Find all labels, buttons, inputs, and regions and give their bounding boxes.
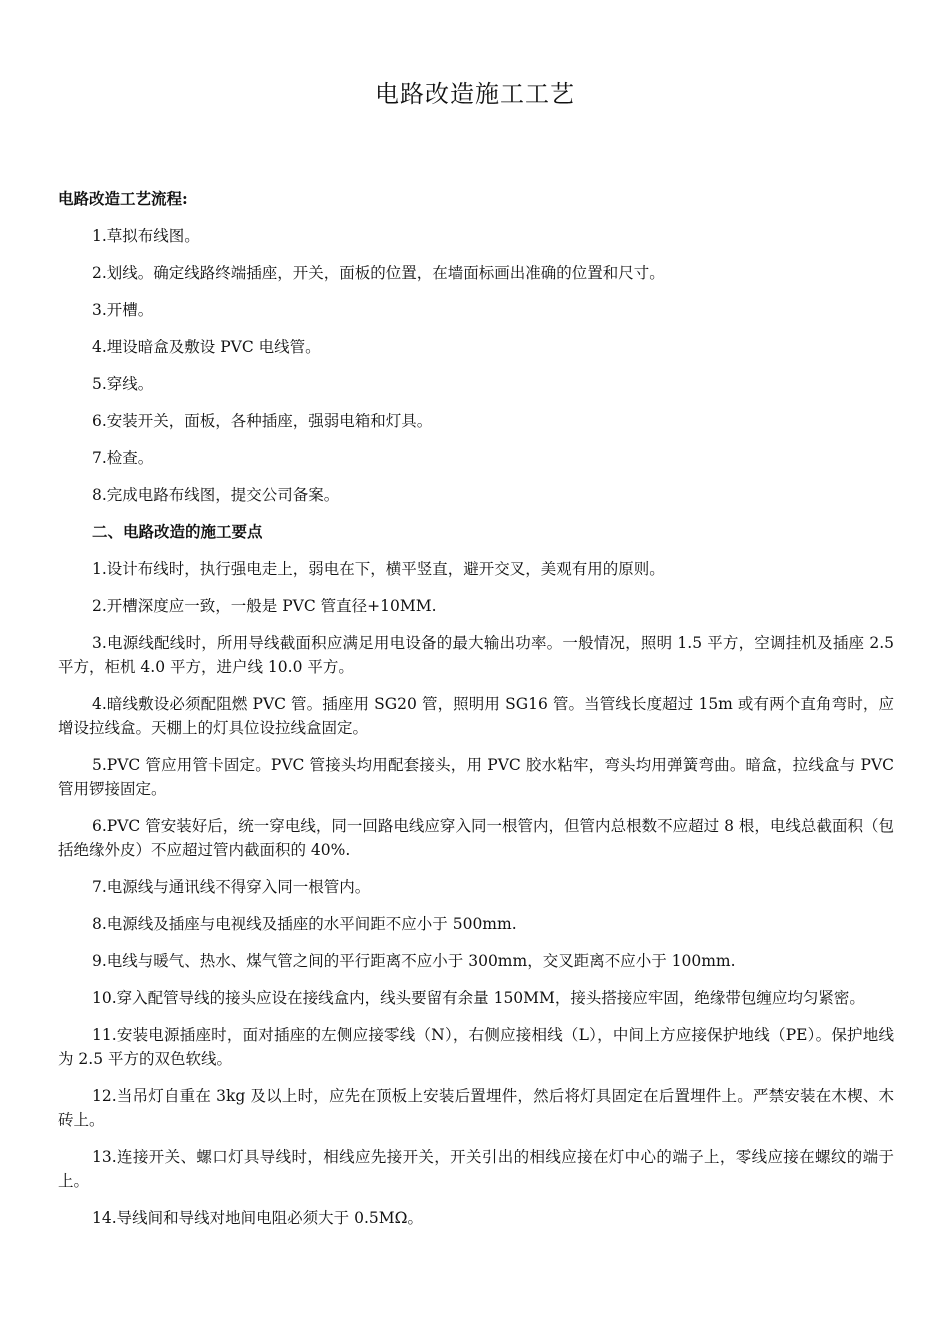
key-point: 5.PVC 管应用管卡固定。PVC 管接头均用配套接头，用 PVC 胶水粘牢，弯头均用弹簧弯曲。暗盒，拉线盒与 PVC 管用锣接固定。: [58, 756, 894, 798]
key-points-list: [58, 557, 894, 1230]
key-point: 2.开槽深度应一致，一般是 PVC 管直径+10MM.: [92, 597, 437, 615]
key-point: 3.电源线配线时，所用导线截面积应满足用电设备的最大输出功率。一般情况，照明 1.5 平方，空调挂机及插座 2.5 平方，柜机 4.0 平方，进户线 10.0 平方。: [58, 634, 894, 676]
key-point: 7.电源线与通讯线不得穿入同一根管内。: [92, 878, 371, 896]
key-point: 4.暗线敷设必须配阻燃 PVC 管。插座用 SG20 管，照明用 SG16 管。当管线长度超过 15m 或有两个直角弯时，应增设拉线盒。天棚上的灯具位设拉线盒固定。: [58, 695, 894, 737]
process-steps-list: [58, 224, 894, 507]
process-step: 5.穿线。: [92, 375, 154, 393]
key-point: 9.电线与暖气、热水、煤气管之间的平行距离不应小于 300mm，交叉距离不应小于 100mm.: [92, 952, 736, 970]
key-point: 6.PVC 管安装好后，统一穿电线，同一回路电线应穿入同一根管内，但管内总根数不应超过 8 根，电线总截面积（包括绝缘外皮）不应超过管内截面积的 40%.: [58, 817, 894, 859]
key-point: 1.设计布线时，执行强电走上，弱电在下，横平竖直，避开交叉，美观有用的原则。: [92, 560, 665, 578]
process-step: 1.草拟布线图。: [92, 227, 200, 245]
key-point: 10.穿入配管导线的接头应设在接线盒内，线头要留有余量 150MM，接头搭接应牢固，绝缘带包缠应均匀紧密。: [92, 989, 865, 1007]
document-title: 电路改造施工工艺: [375, 80, 575, 108]
key-point: 8.电源线及插座与电视线及插座的水平间距不应小于 500mm.: [92, 915, 517, 933]
process-step: 6.安装开关，面板，各种插座，强弱电箱和灯具。: [92, 412, 433, 430]
process-step: 2.划线。确定线路终端插座，开关，面板的位置，在墙面标画出准确的位置和尺寸。: [92, 264, 665, 282]
process-step: 4.埋设暗盒及敷设 PVC 电线管。: [92, 338, 321, 356]
key-point: 12.当吊灯自重在 3kg 及以上时，应先在顶板上安装后置埋件，然后将灯具固定在后置埋件上。严禁安装在木楔、木砖上。: [58, 1087, 894, 1129]
process-step: 7.检查。: [92, 449, 154, 467]
process-step: 3.开槽。: [92, 301, 154, 319]
key-point: 14.导线间和导线对地间电阻必须大于 0.5MΩ。: [92, 1209, 423, 1227]
key-point: 13.连接开关、螺口灯具导线时，相线应先接开关，开关引出的相线应接在灯中心的端子上，零线应接在螺纹的端于上。: [58, 1148, 894, 1190]
key-point: 11.安装电源插座时，面对插座的左侧应接零线（N），右侧应接相线（L），中间上方应接保护地线（PE）。保护地线为 2.5 平方的双色软线。: [58, 1026, 894, 1068]
section-heading-process: 电路改造工艺流程:: [58, 189, 188, 208]
process-step: 8.完成电路布线图，提交公司备案。: [92, 486, 340, 504]
section-heading-key-points: 二、电路改造的施工要点: [92, 522, 263, 541]
document-body: [58, 187, 894, 1243]
